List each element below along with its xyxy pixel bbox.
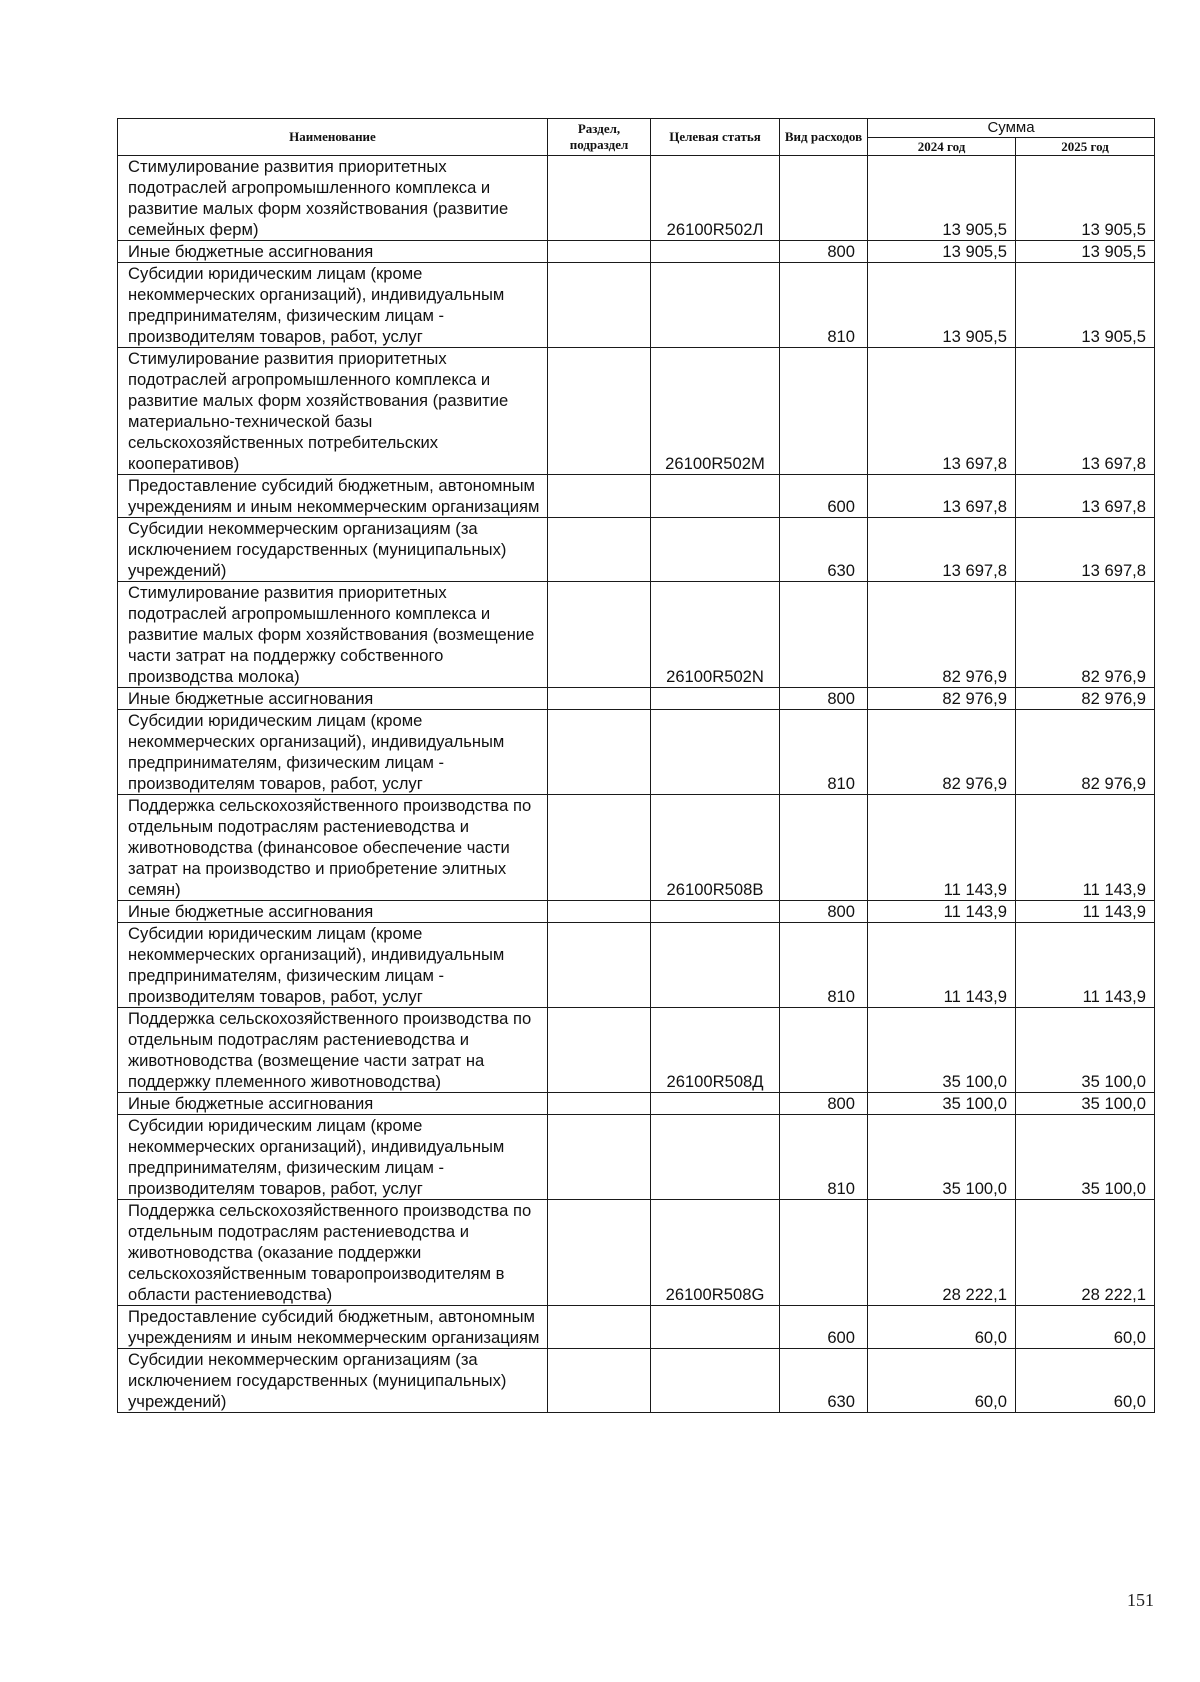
cell-2024: 13 697,8 bbox=[868, 518, 1016, 582]
cell-2025: 13 905,5 bbox=[1016, 241, 1155, 263]
cell-target bbox=[651, 1093, 780, 1115]
cell-2025: 35 100,0 bbox=[1016, 1115, 1155, 1200]
cell-section bbox=[548, 348, 651, 475]
cell-section bbox=[548, 901, 651, 923]
cell-name: Иные бюджетные ассигнования bbox=[118, 901, 548, 923]
cell-target bbox=[651, 710, 780, 795]
cell-name: Предоставление субсидий бюджетным, автономным учреждениям и иным некоммерческим организациям bbox=[118, 1306, 548, 1349]
cell-target: 26100R502M bbox=[651, 348, 780, 475]
cell-name: Субсидии юридическим лицам (кроме некоммерческих организаций), индивидуальным предпринимателям, физическим лицам - производителям товаров, работ, услуг bbox=[118, 263, 548, 348]
cell-section bbox=[548, 263, 651, 348]
cell-2024: 28 222,1 bbox=[868, 1200, 1016, 1306]
cell-2025: 35 100,0 bbox=[1016, 1093, 1155, 1115]
table-row bbox=[118, 923, 1155, 1008]
header-year-2025: 2025 год bbox=[1016, 138, 1155, 156]
table-row bbox=[118, 263, 1155, 348]
cell-kind bbox=[780, 582, 868, 688]
cell-target: 26100R508Д bbox=[651, 1008, 780, 1093]
cell-name: Субсидии некоммерческим организациям (за исключением государственных (муниципальных) учреждений) bbox=[118, 518, 548, 582]
cell-kind: 600 bbox=[780, 1306, 868, 1349]
cell-name: Иные бюджетные ассигнования bbox=[118, 1093, 548, 1115]
cell-kind: 630 bbox=[780, 1349, 868, 1413]
cell-kind: 800 bbox=[780, 901, 868, 923]
table-row bbox=[118, 1008, 1155, 1093]
cell-2024: 13 905,5 bbox=[868, 241, 1016, 263]
cell-name: Стимулирование развития приоритетных подотраслей агропромышленного комплекса и развитие малых форм хозяйствования (развитие семейных ферм) bbox=[118, 156, 548, 241]
header-sum: Сумма bbox=[868, 119, 1155, 138]
cell-2024: 82 976,9 bbox=[868, 688, 1016, 710]
cell-2024: 11 143,9 bbox=[868, 795, 1016, 901]
cell-2025: 82 976,9 bbox=[1016, 710, 1155, 795]
cell-2024: 11 143,9 bbox=[868, 923, 1016, 1008]
cell-kind: 800 bbox=[780, 241, 868, 263]
cell-kind: 810 bbox=[780, 710, 868, 795]
header-year-2024: 2024 год bbox=[868, 138, 1016, 156]
table-row bbox=[118, 241, 1155, 263]
budget-sheet bbox=[117, 118, 1154, 1413]
cell-2025: 11 143,9 bbox=[1016, 795, 1155, 901]
cell-name: Поддержка сельскохозяйственного производства по отдельным подотраслям растениеводства и животноводства (оказание поддержки сельскохозяйственным товаропроизводителям в области растениеводства) bbox=[118, 1200, 548, 1306]
cell-name: Поддержка сельскохозяйственного производства по отдельным подотраслям растениеводства и животноводства (финансовое обеспечение части затрат на производство и приобретение элитных семян) bbox=[118, 795, 548, 901]
cell-2025: 60,0 bbox=[1016, 1349, 1155, 1413]
cell-2024: 13 905,5 bbox=[868, 263, 1016, 348]
cell-2024: 35 100,0 bbox=[868, 1115, 1016, 1200]
cell-2024: 82 976,9 bbox=[868, 582, 1016, 688]
cell-2025: 13 905,5 bbox=[1016, 263, 1155, 348]
cell-kind bbox=[780, 795, 868, 901]
cell-target bbox=[651, 901, 780, 923]
table-row bbox=[118, 475, 1155, 518]
cell-target bbox=[651, 1349, 780, 1413]
cell-kind: 800 bbox=[780, 688, 868, 710]
cell-target bbox=[651, 263, 780, 348]
cell-kind bbox=[780, 1200, 868, 1306]
cell-2025: 13 697,8 bbox=[1016, 518, 1155, 582]
cell-name: Стимулирование развития приоритетных подотраслей агропромышленного комплекса и развитие малых форм хозяйствования (возмещение части затрат на поддержку собственного производства молока) bbox=[118, 582, 548, 688]
cell-kind bbox=[780, 156, 868, 241]
cell-2024: 82 976,9 bbox=[868, 710, 1016, 795]
table-row bbox=[118, 710, 1155, 795]
cell-section bbox=[548, 1093, 651, 1115]
table-row bbox=[118, 1200, 1155, 1306]
cell-section bbox=[548, 475, 651, 518]
cell-name: Предоставление субсидий бюджетным, автономным учреждениям и иным некоммерческим организациям bbox=[118, 475, 548, 518]
table-row bbox=[118, 1093, 1155, 1115]
cell-target: 26100R508B bbox=[651, 795, 780, 901]
cell-section bbox=[548, 156, 651, 241]
cell-kind: 810 bbox=[780, 263, 868, 348]
cell-section bbox=[548, 1008, 651, 1093]
cell-section bbox=[548, 710, 651, 795]
table-row bbox=[118, 1115, 1155, 1200]
cell-2025: 13 697,8 bbox=[1016, 348, 1155, 475]
cell-name: Субсидии юридическим лицам (кроме некоммерческих организаций), индивидуальным предпринимателям, физическим лицам - производителям товаров, работ, услуг bbox=[118, 1115, 548, 1200]
cell-section bbox=[548, 1349, 651, 1413]
budget-table bbox=[117, 118, 1155, 1413]
header-target: Целевая статья bbox=[651, 119, 780, 156]
cell-2025: 13 905,5 bbox=[1016, 156, 1155, 241]
table-row bbox=[118, 795, 1155, 901]
cell-2025: 11 143,9 bbox=[1016, 923, 1155, 1008]
cell-section bbox=[548, 518, 651, 582]
cell-2025: 35 100,0 bbox=[1016, 1008, 1155, 1093]
cell-target: 26100R502N bbox=[651, 582, 780, 688]
cell-2024: 60,0 bbox=[868, 1349, 1016, 1413]
cell-section bbox=[548, 1306, 651, 1349]
cell-2025: 82 976,9 bbox=[1016, 582, 1155, 688]
cell-section bbox=[548, 923, 651, 1008]
table-row bbox=[118, 156, 1155, 241]
cell-name: Иные бюджетные ассигнования bbox=[118, 688, 548, 710]
cell-2024: 11 143,9 bbox=[868, 901, 1016, 923]
table-body bbox=[118, 156, 1155, 1413]
cell-section bbox=[548, 1115, 651, 1200]
table-row bbox=[118, 1306, 1155, 1349]
cell-name: Стимулирование развития приоритетных подотраслей агропромышленного комплекса и развитие малых форм хозяйствования (развитие материально-технической базы сельскохозяйственных потребительских кооперативов) bbox=[118, 348, 548, 475]
table-row bbox=[118, 688, 1155, 710]
cell-name: Субсидии юридическим лицам (кроме некоммерческих организаций), индивидуальным предпринимателям, физическим лицам - производителям товаров, работ, услуг bbox=[118, 923, 548, 1008]
page-number: 151 bbox=[1127, 1590, 1154, 1610]
table-header bbox=[118, 119, 1155, 156]
cell-2024: 35 100,0 bbox=[868, 1008, 1016, 1093]
cell-2025: 28 222,1 bbox=[1016, 1200, 1155, 1306]
table-row bbox=[118, 582, 1155, 688]
cell-target: 26100R508G bbox=[651, 1200, 780, 1306]
header-kind: Вид расходов bbox=[780, 119, 868, 156]
cell-2025: 60,0 bbox=[1016, 1306, 1155, 1349]
cell-kind bbox=[780, 348, 868, 475]
cell-section bbox=[548, 1200, 651, 1306]
cell-kind: 600 bbox=[780, 475, 868, 518]
cell-2024: 13 905,5 bbox=[868, 156, 1016, 241]
cell-section bbox=[548, 795, 651, 901]
cell-2024: 13 697,8 bbox=[868, 475, 1016, 518]
cell-name: Иные бюджетные ассигнования bbox=[118, 241, 548, 263]
cell-section bbox=[548, 688, 651, 710]
cell-section bbox=[548, 582, 651, 688]
cell-target bbox=[651, 1115, 780, 1200]
cell-2024: 60,0 bbox=[868, 1306, 1016, 1349]
cell-target: 26100R502Л bbox=[651, 156, 780, 241]
table-row bbox=[118, 518, 1155, 582]
cell-name: Поддержка сельскохозяйственного производства по отдельным подотраслям растениеводства и животноводства (возмещение части затрат на поддержку племенного животноводства) bbox=[118, 1008, 548, 1093]
cell-kind bbox=[780, 1008, 868, 1093]
cell-name: Субсидии юридическим лицам (кроме некоммерческих организаций), индивидуальным предпринимателям, физическим лицам - производителям товаров, работ, услуг bbox=[118, 710, 548, 795]
cell-kind: 810 bbox=[780, 1115, 868, 1200]
cell-target bbox=[651, 518, 780, 582]
header-section: Раздел, подраздел bbox=[548, 119, 651, 156]
cell-2024: 13 697,8 bbox=[868, 348, 1016, 475]
cell-2025: 82 976,9 bbox=[1016, 688, 1155, 710]
cell-target bbox=[651, 1306, 780, 1349]
cell-target bbox=[651, 688, 780, 710]
cell-kind: 800 bbox=[780, 1093, 868, 1115]
cell-target bbox=[651, 475, 780, 518]
table-row bbox=[118, 1349, 1155, 1413]
header-name: Наименование bbox=[118, 119, 548, 156]
cell-name: Субсидии некоммерческим организациям (за исключением государственных (муниципальных) учреждений) bbox=[118, 1349, 548, 1413]
cell-target bbox=[651, 923, 780, 1008]
table-row bbox=[118, 901, 1155, 923]
table-row bbox=[118, 348, 1155, 475]
cell-2025: 11 143,9 bbox=[1016, 901, 1155, 923]
cell-section bbox=[548, 241, 651, 263]
cell-target bbox=[651, 241, 780, 263]
cell-kind: 630 bbox=[780, 518, 868, 582]
cell-2025: 13 697,8 bbox=[1016, 475, 1155, 518]
cell-2024: 35 100,0 bbox=[868, 1093, 1016, 1115]
cell-kind: 810 bbox=[780, 923, 868, 1008]
